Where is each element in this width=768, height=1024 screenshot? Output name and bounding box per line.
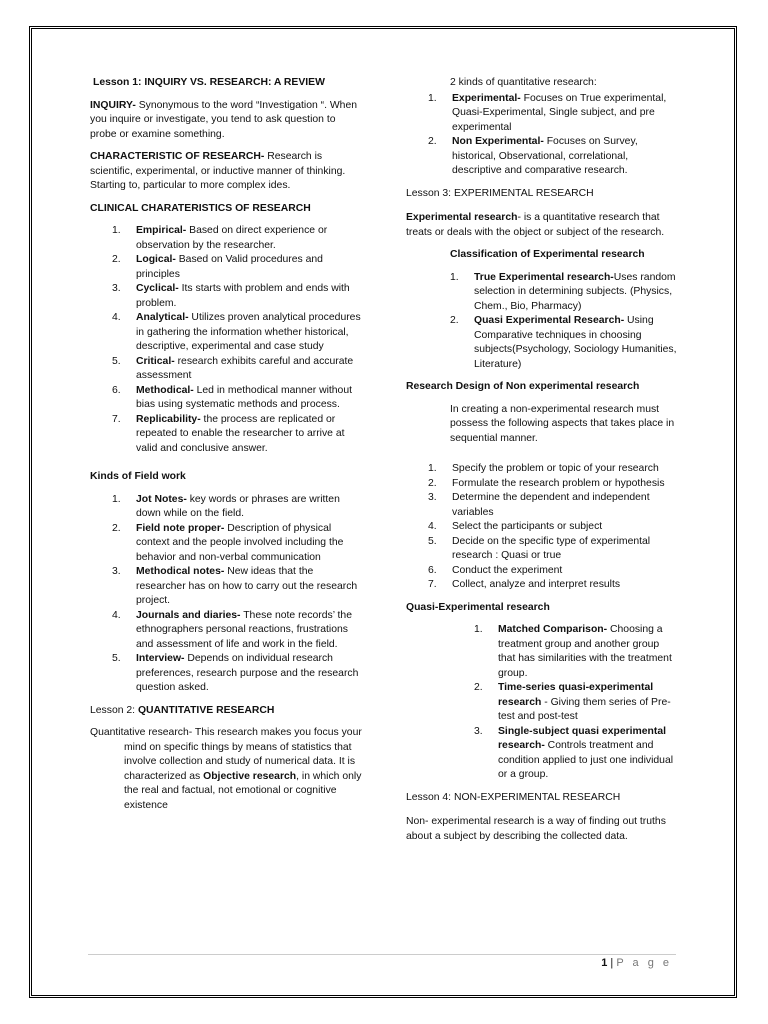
quasi-heading: Quasi-Experimental research	[406, 601, 550, 613]
inquiry-term: INQUIRY-	[90, 99, 136, 111]
inquiry-text: Synonymous to the word “Investigation “. When you inquire or investigate, you tend to ask question to probe or examine something.	[90, 99, 358, 140]
list-item: 3. Single-subject quasi experimental research- Controls treatment and condition applied to just one individual or a group.	[474, 725, 674, 780]
list-item: 4. Select the participants or subject	[428, 521, 603, 532]
classification-heading: Classification of Experimental research	[450, 249, 645, 260]
lesson4-title: Lesson 4: NON-EXPERIMENTAL RESEARCH	[406, 791, 621, 803]
list-item: 2. Quasi Experimental Research- Using Comparative techniques in choosing subjects(Psychology, Sociology Humanities, Literature)	[450, 315, 677, 370]
left-column	[90, 76, 362, 813]
list-item: 4. Analytical- Utilizes proven analytical procedures in gathering the information whether historical, descriptive, experimental and case study	[112, 312, 361, 352]
list-item: 1. Experimental- Focuses on True experimental, Quasi-Experimental, Single subject, and pre experimental	[428, 92, 667, 133]
list-item: 6. Methodical- Led in methodical manner without bias using systematic methods and process.	[112, 384, 352, 410]
fieldwork-list	[90, 493, 362, 696]
quant-kinds-list	[406, 92, 678, 179]
list-item: 2. Field note proper- Description of physical context and the people involved including the behavior and non-verbal communication	[112, 522, 344, 563]
list-item: 2. Time-series quasi-experimental research - Giving them series of Pre-test and post-test	[474, 682, 671, 722]
nonexperimental-paragraph: Non- experimental research is a way of finding out truths about a subject by describing the collected data.	[406, 816, 666, 842]
page-number: 1	[601, 957, 608, 969]
list-item: 2. Logical- Based on Valid procedures and principles	[112, 254, 323, 280]
list-item: 2. Non Experimental- Focuses on Survey, historical, Observational, correlational, descriptive and comparative research.	[428, 136, 638, 176]
lesson2-title: Lesson 2: QUANTITATIVE RESEARCH	[90, 704, 275, 716]
list-item: 5. Decide on the specific type of experimental research : Quasi or true	[428, 535, 651, 561]
design-heading: Research Design of Non experimental research	[406, 381, 640, 392]
characteristic-text: Research is scientific, experimental, or inductive manner of thinking. Starting to, particular to more complex ides.	[90, 151, 346, 191]
design-intro: In creating a non-experimental research must possess the following aspects that takes place in sequential manner.	[450, 403, 675, 444]
fieldwork-heading: Kinds of Field work	[90, 471, 186, 482]
list-item: 1. Specify the problem or topic of your research	[428, 463, 659, 474]
experimental-paragraph: Experimental research- is a quantitative research that treats or deals with the object or subject of the research.	[406, 212, 665, 238]
list-item: 2. Formulate the research problem or hypothesis	[428, 477, 665, 489]
list-item: 7. Replicability- the process are replicated or repeated to enable the researcher to arrive at valid and conclusive answer.	[112, 413, 345, 454]
design-list	[406, 462, 678, 593]
list-item: 7. Collect, analyze and interpret results	[428, 579, 621, 590]
page-footer	[601, 956, 672, 971]
list-item: 1. True Experimental research-Uses random selection in determining subjects. (Physics, Chem., Bio, Pharmacy)	[450, 271, 676, 312]
right-column	[406, 76, 678, 844]
list-item: 5. Interview- Depends on individual research preferences, research purpose and the research question asked.	[112, 653, 359, 693]
list-item: 1. Empirical- Based on direct experience or observation by the researcher.	[112, 225, 328, 251]
quasi-list	[406, 623, 678, 783]
characteristic-paragraph	[90, 150, 362, 194]
list-item: 4. Journals and diaries- These note records’ the ethnographers personal reactions, frustrations and assessment of life and work in the field.	[112, 609, 352, 650]
list-item: 3. Methodical notes- New ideas that the researcher has on how to carry out the research project.	[112, 566, 358, 606]
classification-list	[406, 271, 678, 373]
list-item: 5. Critical- research exhibits careful and accurate assessment	[112, 355, 354, 381]
lesson1-title: Lesson 1: INQUIRY VS. RESEARCH: A REVIEW	[93, 77, 325, 88]
list-item: 1. Matched Comparison- Choosing a treatment group and another group that has similarities with the treatment group.	[474, 624, 672, 679]
clinical-list	[90, 224, 362, 456]
lesson3-title: Lesson 3: EXPERIMENTAL RESEARCH	[406, 187, 594, 199]
page-word: P a g e	[616, 957, 672, 969]
footer-divider	[88, 954, 676, 955]
footer-separator: |	[610, 957, 614, 969]
list-item: 1. Jot Notes- key words or phrases are written down while on the field.	[112, 493, 340, 519]
list-item: 3. Cyclical- Its starts with problem and ends with problem.	[112, 283, 350, 309]
clinical-heading: CLINICAL CHARATERISTICS OF RESEARCH	[90, 202, 311, 214]
characteristic-term: CHARACTERISTIC OF RESEARCH-	[90, 151, 265, 162]
kinds-quant-heading: 2 kinds of quantitative research:	[450, 77, 597, 88]
inquiry-paragraph	[90, 99, 362, 143]
list-item: 6. Conduct the experiment	[428, 564, 563, 576]
list-item: 3. Determine the dependent and independent variables	[428, 492, 650, 518]
quantitative-paragraph: Quantitative research- This research makes you focus your mind on specific things by means of statistics that involve collection and study of numerical data. It is characterized as Objective research, in which only the real and factual, not emotional or cognitive existence	[90, 727, 362, 811]
